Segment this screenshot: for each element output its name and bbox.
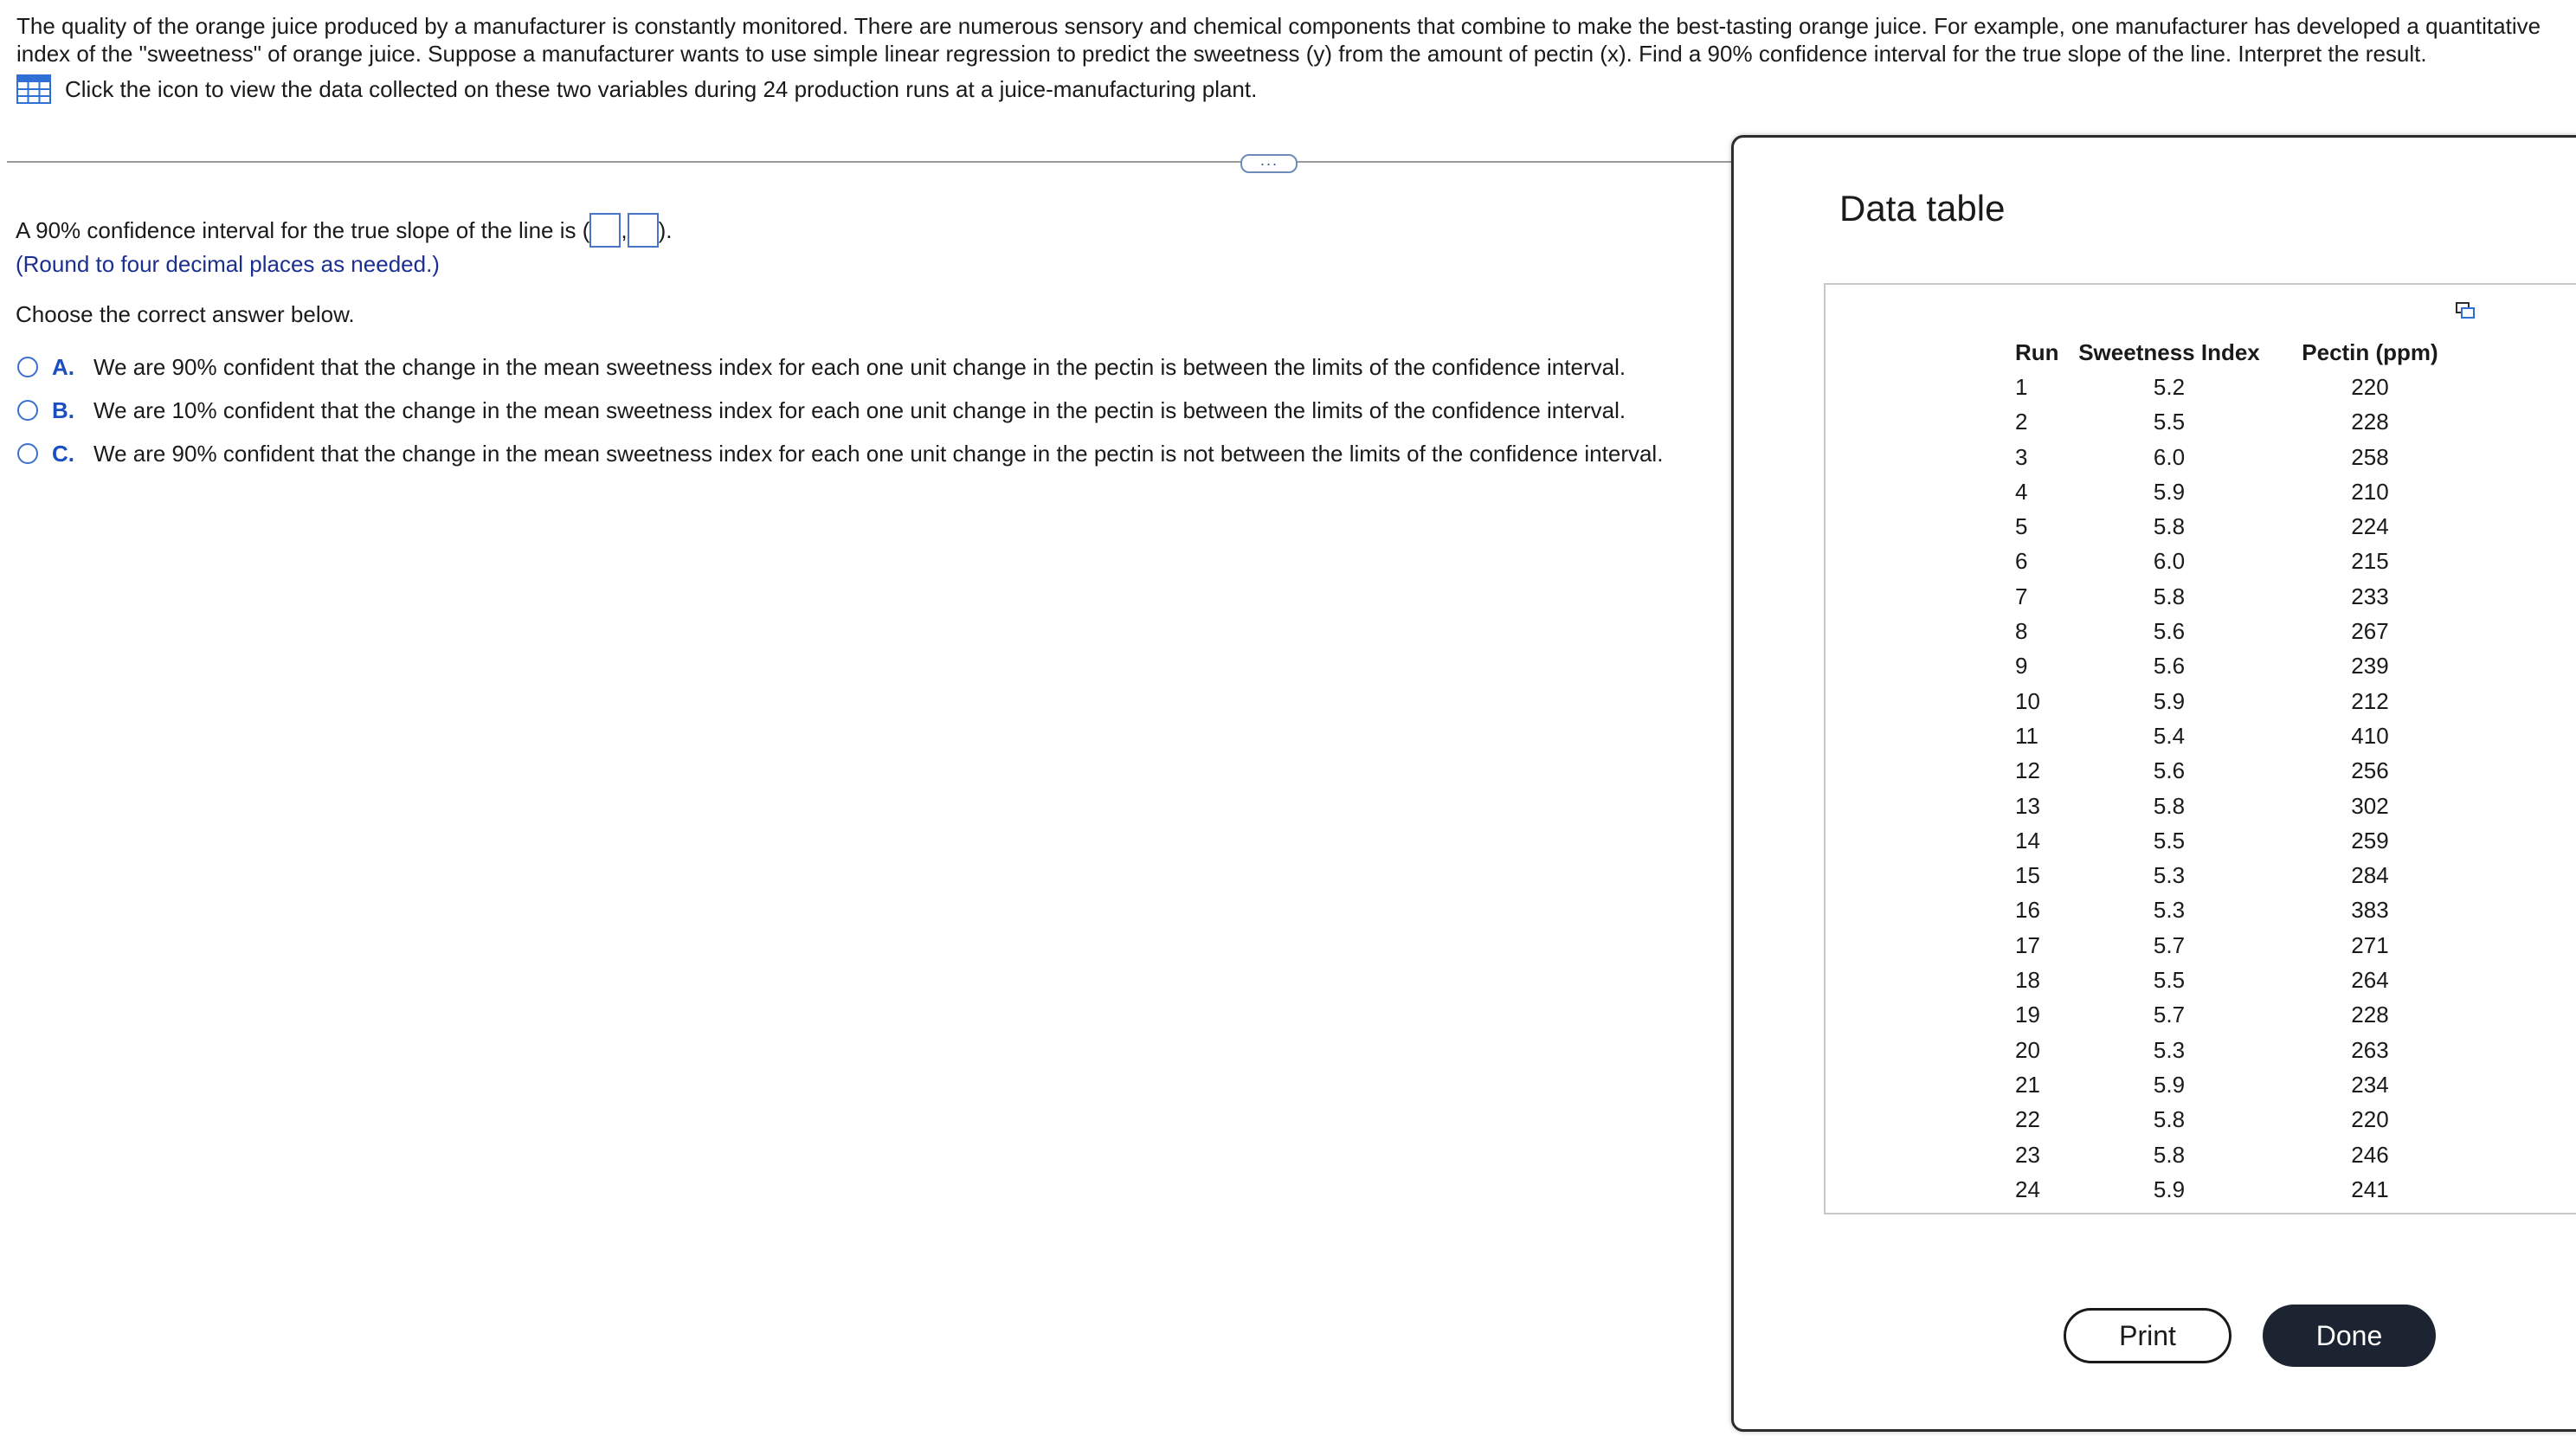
- radio-b[interactable]: [17, 400, 38, 421]
- table-cell-run: 11: [2015, 722, 2038, 749]
- table-cell-pectin: 259: [2351, 827, 2389, 854]
- table-cell-sweetness: 5.9: [2153, 478, 2186, 505]
- pectin-header: Pectin (ppm): [2302, 339, 2438, 365]
- table-cell-pectin: 239: [2351, 653, 2389, 680]
- table-cell-sweetness: 5.6: [2153, 757, 2186, 784]
- option-c[interactable]: [17, 438, 1663, 469]
- table-cell-run: 1: [2015, 374, 2028, 400]
- copy-icon[interactable]: [2456, 302, 2475, 319]
- table-cell-run: 3: [2015, 443, 2028, 470]
- table-cell-sweetness: 5.9: [2153, 1176, 2186, 1202]
- table-cell-run: 16: [2015, 897, 2040, 924]
- table-cell-sweetness: 5.4: [2153, 722, 2186, 749]
- run-header: Run: [2015, 339, 2059, 365]
- table-cell-run: 9: [2015, 653, 2028, 680]
- table-cell-pectin: 267: [2351, 618, 2389, 645]
- table-cell-pectin: 258: [2351, 443, 2389, 470]
- table-cell-run: 8: [2015, 618, 2028, 645]
- table-cell-sweetness: 6.0: [2153, 548, 2186, 575]
- table-cell-pectin: 234: [2351, 1071, 2389, 1098]
- table-cell-run: 20: [2015, 1036, 2040, 1063]
- table-cell-sweetness: 5.6: [2153, 618, 2186, 645]
- option-a[interactable]: [17, 351, 1626, 383]
- table-cell-run: 2: [2015, 409, 2028, 435]
- table-cell-sweetness: 6.0: [2153, 443, 2186, 470]
- pectin-column: [2288, 335, 2452, 1207]
- table-cell-pectin: 228: [2351, 409, 2389, 435]
- data-link-text: Click the icon to view the data collected on these two variables during 24 production runs at a juice-manufacturing plant.: [65, 75, 1258, 102]
- table-cell-sweetness: 5.3: [2153, 1036, 2186, 1063]
- ci-suffix: ).: [658, 216, 673, 243]
- question-text: The quality of the orange juice produced by a manufacturer is constantly monitored. There are numerous sensory and chemical components that combine to make the best-tasting orange juice. For example, one manufacturer has developed a quantitative index of the "sweetness" of orange juice. Suppose a manufacturer wants to use simple linear regression to predict the sweetness (y) from the amount of pectin (x). Find a 90% confidence interval for the true slope of the line. Interpret the result.: [16, 13, 2541, 67]
- table-cell-pectin: 212: [2351, 687, 2389, 714]
- ci-upper-input[interactable]: [628, 213, 659, 248]
- table-cell-run: 13: [2015, 792, 2040, 819]
- table-cell-run: 6: [2015, 548, 2028, 575]
- choose-prompt: Choose the correct answer below.: [16, 301, 355, 327]
- table-cell-run: 10: [2015, 687, 2040, 714]
- table-cell-sweetness: 5.8: [2153, 583, 2186, 609]
- table-cell-sweetness: 5.8: [2153, 513, 2186, 540]
- table-cell-run: 22: [2015, 1106, 2040, 1133]
- table-cell-run: 17: [2015, 931, 2040, 958]
- table-cell-run: 15: [2015, 862, 2040, 889]
- table-cell-pectin: 228: [2351, 1002, 2389, 1028]
- table-cell-pectin: 256: [2351, 757, 2389, 784]
- table-cell-run: 4: [2015, 478, 2028, 505]
- table-cell-pectin: 210: [2351, 478, 2389, 505]
- table-cell-sweetness: 5.5: [2153, 409, 2186, 435]
- table-cell-sweetness: 5.5: [2153, 967, 2186, 994]
- table-cell-pectin: 215: [2351, 548, 2389, 575]
- round-note: (Round to four decimal places as needed.): [16, 251, 440, 277]
- table-cell-pectin: 224: [2351, 513, 2389, 540]
- radio-a[interactable]: [17, 357, 38, 377]
- option-a-text: We are 90% confident that the change in the mean sweetness index for each one unit change in the pectin is between the limits of the confidence interval.: [93, 353, 1626, 380]
- ci-prefix: A 90% confidence interval for the true slope of the line is (: [16, 216, 590, 243]
- sweetness-column: [2073, 335, 2265, 1207]
- table-cell-pectin: 220: [2351, 1106, 2389, 1133]
- done-button[interactable]: Done: [2263, 1305, 2436, 1367]
- table-cell-pectin: 220: [2351, 374, 2389, 400]
- table-cell-sweetness: 5.9: [2153, 1071, 2186, 1098]
- table-cell-sweetness: 5.8: [2153, 792, 2186, 819]
- table-cell-run: 24: [2015, 1176, 2040, 1202]
- table-cell-sweetness: 5.5: [2153, 827, 2186, 854]
- table-cell-run: 7: [2015, 583, 2028, 609]
- table-cell-pectin: 263: [2351, 1036, 2389, 1063]
- table-cell-pectin: 271: [2351, 931, 2389, 958]
- table-cell-sweetness: 5.7: [2153, 1002, 2186, 1028]
- ci-separator: ,: [621, 216, 628, 243]
- option-b[interactable]: [17, 395, 1626, 426]
- table-cell-sweetness: 5.8: [2153, 1106, 2186, 1133]
- section-divider: [7, 161, 1755, 163]
- table-cell-pectin: 233: [2351, 583, 2389, 609]
- modal-title: Data table: [1839, 188, 2006, 229]
- table-cell-pectin: 246: [2351, 1141, 2389, 1168]
- table-cell-pectin: 241: [2351, 1176, 2389, 1202]
- table-cell-run: 5: [2015, 513, 2028, 540]
- table-cell-sweetness: 5.3: [2153, 897, 2186, 924]
- run-column: [2015, 335, 2067, 1207]
- data-table-modal: [1731, 135, 2576, 1432]
- table-cell-run: 18: [2015, 967, 2040, 994]
- option-a-letter: A.: [52, 353, 74, 380]
- table-cell-run: 12: [2015, 757, 2040, 784]
- sweetness-header: Sweetness Index: [2078, 339, 2260, 365]
- table-cell-sweetness: 5.2: [2153, 374, 2186, 400]
- table-cell-pectin: 264: [2351, 967, 2389, 994]
- option-b-text: We are 10% confident that the change in the mean sweetness index for each one unit change in the pectin is between the limits of the confidence interval.: [93, 396, 1626, 423]
- more-button[interactable]: ···: [1240, 154, 1298, 173]
- data-table: [1824, 283, 2576, 1214]
- table-cell-pectin: 383: [2351, 897, 2389, 924]
- data-table-icon[interactable]: [16, 74, 51, 104]
- table-cell-pectin: 410: [2351, 722, 2389, 749]
- option-c-text: We are 90% confident that the change in the mean sweetness index for each one unit change in the pectin is not between the limits of the confidence interval.: [93, 440, 1664, 467]
- option-b-letter: B.: [52, 396, 74, 423]
- radio-c[interactable]: [17, 443, 38, 464]
- table-cell-run: 23: [2015, 1141, 2040, 1168]
- table-cell-pectin: 284: [2351, 862, 2389, 889]
- ci-lower-input[interactable]: [589, 213, 621, 248]
- table-cell-pectin: 302: [2351, 792, 2389, 819]
- table-cell-run: 14: [2015, 827, 2040, 854]
- table-cell-sweetness: 5.7: [2153, 931, 2186, 958]
- print-button[interactable]: Print: [2064, 1308, 2231, 1363]
- option-c-letter: C.: [52, 440, 74, 467]
- table-cell-run: 19: [2015, 1002, 2040, 1028]
- data-link[interactable]: [16, 75, 1257, 103]
- table-cell-sweetness: 5.6: [2153, 653, 2186, 680]
- table-cell-sweetness: 5.8: [2153, 1141, 2186, 1168]
- table-cell-sweetness: 5.9: [2153, 687, 2186, 714]
- table-cell-run: 21: [2015, 1071, 2040, 1098]
- table-cell-sweetness: 5.3: [2153, 862, 2186, 889]
- ci-line: [16, 213, 673, 248]
